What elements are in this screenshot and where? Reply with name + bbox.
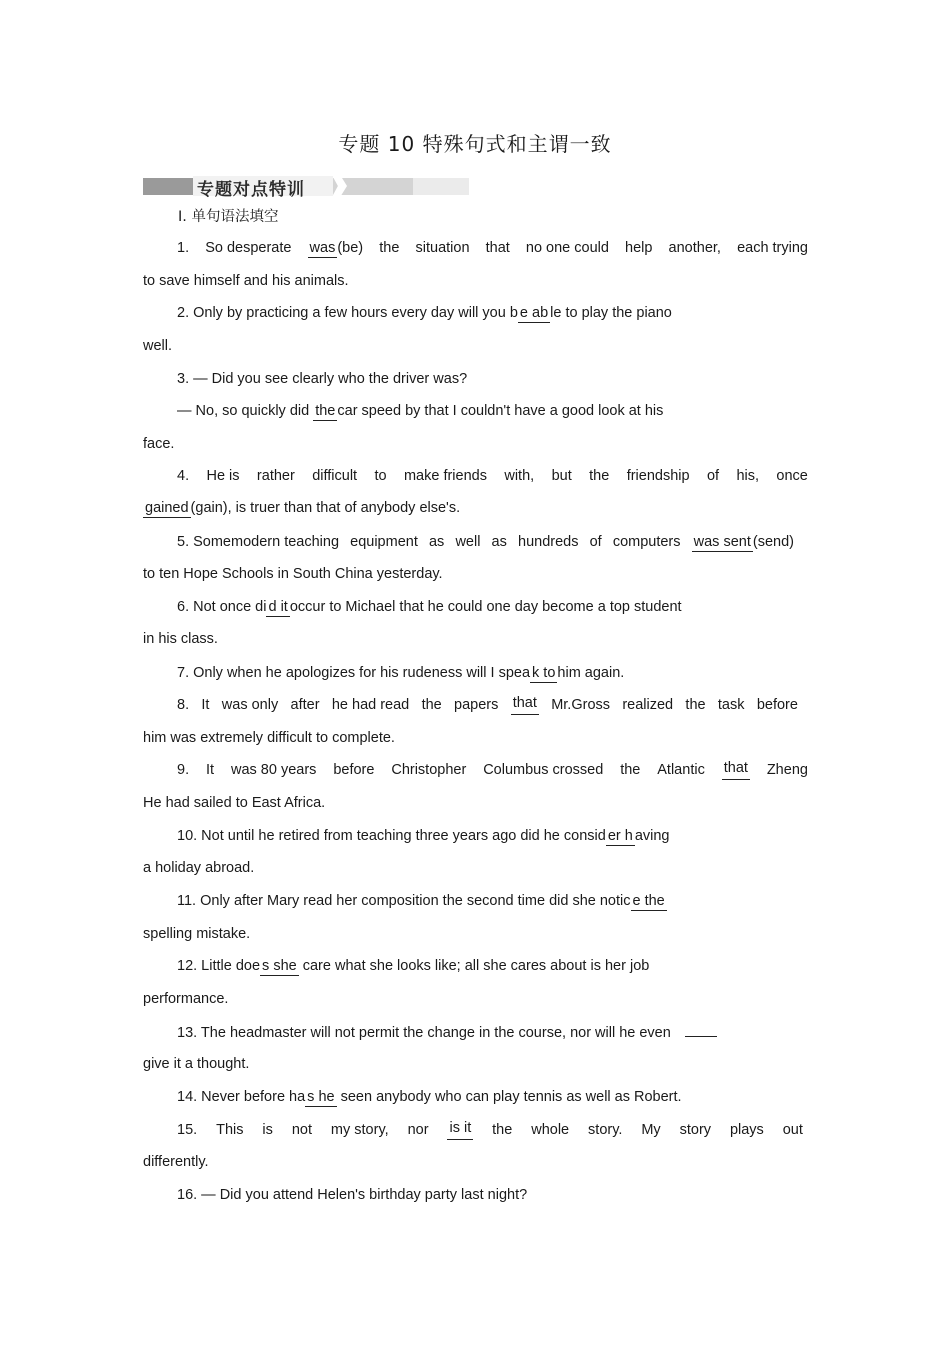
answer-7: k to: [532, 665, 556, 681]
answer-1: was: [309, 240, 336, 256]
answer-15: is it: [447, 1120, 473, 1140]
question-1-cont: to save himself and his animals.: [143, 273, 349, 289]
answer-9: that: [722, 760, 750, 780]
question-4-line: 4. He is rather difficult to make friends with, but the friendship of his, once: [177, 468, 808, 484]
question-8-cont: him was extremely difficult to complete.: [143, 730, 395, 746]
question-16-line: 16. — Did you attend Helen's birthday party last night?: [177, 1187, 528, 1203]
answer-11: e the: [632, 893, 665, 909]
question-15-line: 15. This is not my story, nor is it the whole story. My story plays out: [177, 1120, 803, 1138]
question-14-line: 14. Never before ha s he seen anybody who can play tennis as well as Robert.: [177, 1089, 682, 1105]
question-2-cont: well.: [143, 338, 173, 354]
question-7-line: 7. Only when he apologizes for his rudeness will I spea k tohim again.: [177, 665, 625, 681]
question-10-line: 10. Not until he retired from teaching three years ago did he consid er h aving: [177, 828, 670, 844]
answer-2: e ab: [519, 305, 549, 321]
section-heading: Ⅰ. 单句语法填空: [178, 209, 279, 225]
answer-12: s she: [262, 958, 297, 974]
question-6-line: 6. Not once di d itoccur to Michael that he could one day become a top student: [177, 599, 682, 615]
answer-4: gained: [145, 500, 189, 516]
question-1-line: 1. So desperate was (be) the situation that no one could help another, each trying: [177, 240, 808, 256]
question-5-line: 5. Somemodern teaching equipment as well as hundreds of computers wassent (send): [177, 534, 794, 550]
question-2-line: 2. Only by practicing a few hours every day will you b e ab le to play the piano: [177, 305, 672, 321]
banner-label: 专题对点特训: [197, 180, 305, 200]
question-15-cont: differently.: [143, 1154, 209, 1170]
answer-8: that: [511, 695, 539, 715]
question-9-cont: He had sailed to East Africa.: [143, 795, 326, 811]
question-3-cont: face.: [143, 436, 175, 452]
question-9-line: 9. It was 80 years before Christopher Columbus crossed the Atlantic that Zheng: [177, 760, 808, 778]
question-13-cont: give it a thought.: [143, 1056, 250, 1072]
question-11-line: 11. Only after Mary read her composition the second time did she notic e the: [177, 893, 665, 909]
answer-5b: sent: [723, 534, 751, 550]
question-12-line: 12. Little doe s she care what she looks like; all she cares about is her job: [177, 958, 650, 974]
answer-10: er h: [607, 828, 633, 844]
question-8-line: 8. It was only after he had read the papers that Mr.Gross realized the task before: [177, 695, 798, 713]
question-10-cont: a holiday abroad.: [143, 860, 255, 876]
question-6-cont: in his class.: [143, 631, 218, 647]
question-3-line: 3. — Did you see clearly who the driver was?: [177, 371, 468, 387]
answer-5a: was: [693, 534, 720, 550]
page-title: 专题 10 特殊句式和主谓一致: [338, 132, 612, 156]
question-13-line: 13. The headmaster will not permit the change in the course, nor will he even: [177, 1022, 808, 1043]
question-5-cont: to ten Hope Schools in South China yesterday.: [143, 566, 443, 582]
answer-3: the: [315, 403, 336, 419]
question-4-cont: gained (gain), is truer than that of anybody else's.: [145, 500, 461, 516]
section-banner: [143, 176, 469, 200]
question-12-cont: performance.: [143, 991, 229, 1007]
answer-13-blank: [685, 1022, 717, 1037]
question-3-reply: — No, so quickly did thecar speed by that I couldn't have a good look at his: [177, 403, 664, 419]
question-11-cont: spelling mistake.: [143, 926, 251, 942]
answer-14: s he: [307, 1089, 335, 1105]
answer-6: d it: [268, 599, 288, 615]
